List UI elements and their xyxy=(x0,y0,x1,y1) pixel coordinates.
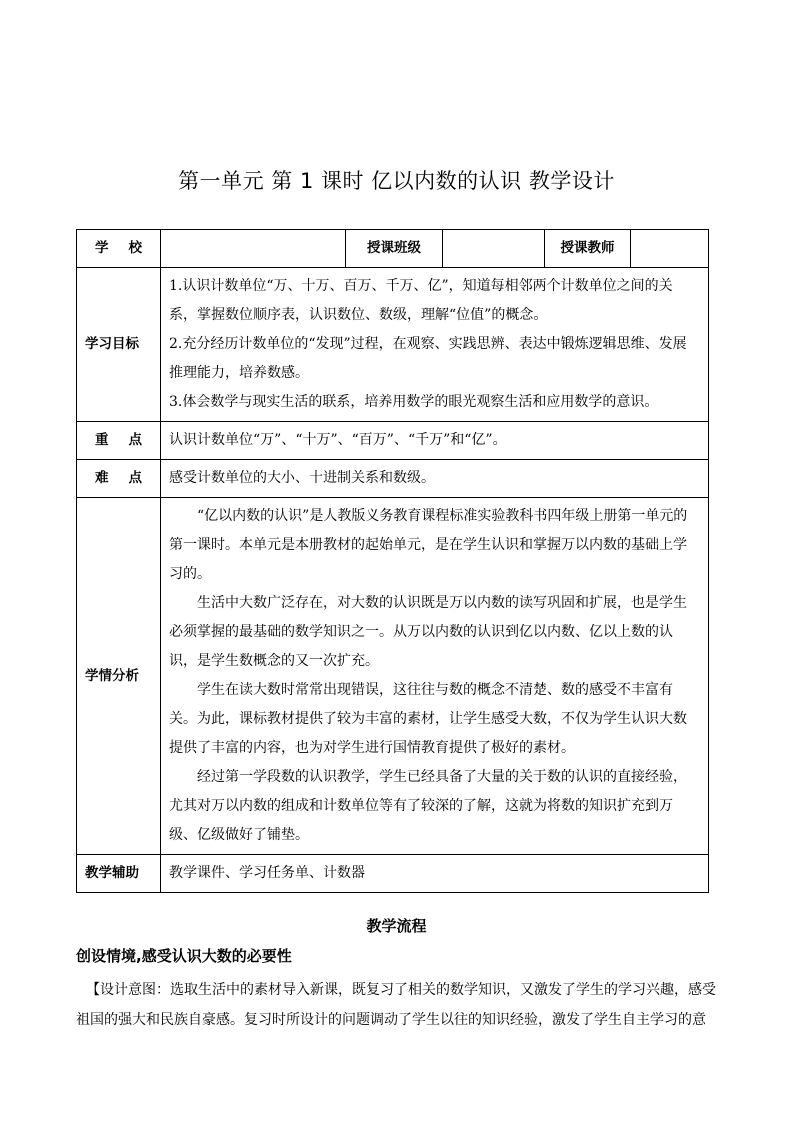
teacher-value xyxy=(631,230,709,268)
difficulties-text: 感受计数单位的大小、十进制关系和数级。 xyxy=(161,460,709,498)
objective-item: 2.充分经历计数单位的“发现”过程，在观察、实践思辨、表达中锻炼逻辑思维、发展推理能力，培养数感。 xyxy=(169,336,687,381)
school-label: 学 校 xyxy=(77,230,161,268)
aids-row xyxy=(77,855,709,893)
analysis-content xyxy=(161,498,709,855)
section-title: 教学流程 xyxy=(366,917,427,935)
difficulties-label: 难 点 xyxy=(77,460,161,498)
analysis-label: 学情分析 xyxy=(77,498,161,855)
class-value xyxy=(443,230,545,268)
section-heading: 创设情境,感受认识大数的必要性 xyxy=(76,947,292,965)
key-points-row xyxy=(77,422,709,460)
objective-item: 3.体会数学与现实生活的联系，培养用数学的眼光观察生活和应用数学的意识。 xyxy=(169,394,659,410)
objectives-label: 学习目标 xyxy=(77,268,161,422)
lesson-info-table xyxy=(76,229,709,893)
analysis-paragraph: 经过第一学段数的认识教学，学生已经具备了大量的关于数的认识的直接经验，尤其对万以内数的组成和计数单位等有了较深的了解，这就为将数的知识扩充到万级、亿级做好了铺垫。 xyxy=(169,769,687,843)
aids-label: 教学辅助 xyxy=(77,855,161,893)
objective-item: 1.认识计数单位“万、十万、百万、千万、亿”，知道每相邻两个计数单位之间的关系，掌握数位顺序表，认识数位、数级，理解“位值”的概念。 xyxy=(169,278,673,323)
analysis-row xyxy=(77,498,709,855)
header-row xyxy=(77,230,709,268)
key-points-text: 认识计数单位“万”、“十万”、“百万”、“千万”和“亿”。 xyxy=(161,422,709,460)
key-points-label: 重 点 xyxy=(77,422,161,460)
aids-text: 教学课件、学习任务单、计数器 xyxy=(161,855,709,893)
school-value xyxy=(161,230,346,268)
document-title: 第一单元 第 1 课时 亿以内数的认识 教学设计 xyxy=(178,169,615,193)
objectives-row xyxy=(77,268,709,422)
analysis-paragraph: 生活中大数广泛存在，对大数的认识既是万以内数的读写巩固和扩展，也是学生必须掌握的最基础的数学知识之一。从万以内数的认识到亿以内数、亿以上数的认识，是学生数概念的又一次扩充。 xyxy=(169,595,687,669)
difficulties-row xyxy=(77,460,709,498)
analysis-paragraph: 学生在读大数时常常出现错误，这往往与数的概念不清楚、数的感受不丰富有关。为此，课标教材提供了较为丰富的素材，让学生感受大数，不仅为学生认识大数提供了丰富的内容，也为对学生进行国情教育提供了极好的素材。 xyxy=(169,682,687,756)
design-intent-paragraph: 【设计意图：选取生活中的素材导入新课，既复习了相关的数学知识，又激发了学生的学习兴趣，感受祖国的强大和民族自豪感。复习时所设计的问题调动了学生以往的知识经验，激发了学生自主学习的意 xyxy=(76,982,716,1028)
class-label: 授课班级 xyxy=(346,230,443,268)
teacher-label: 授课教师 xyxy=(545,230,631,268)
objectives-content xyxy=(161,268,709,422)
analysis-paragraph: “亿以内数的认识”是人教版义务教育课程标准实验教科书四年级上册第一单元的第一课时。本单元是本册教材的起始单元，是在学生认识和掌握万以内数的基础上学习的。 xyxy=(169,508,688,582)
